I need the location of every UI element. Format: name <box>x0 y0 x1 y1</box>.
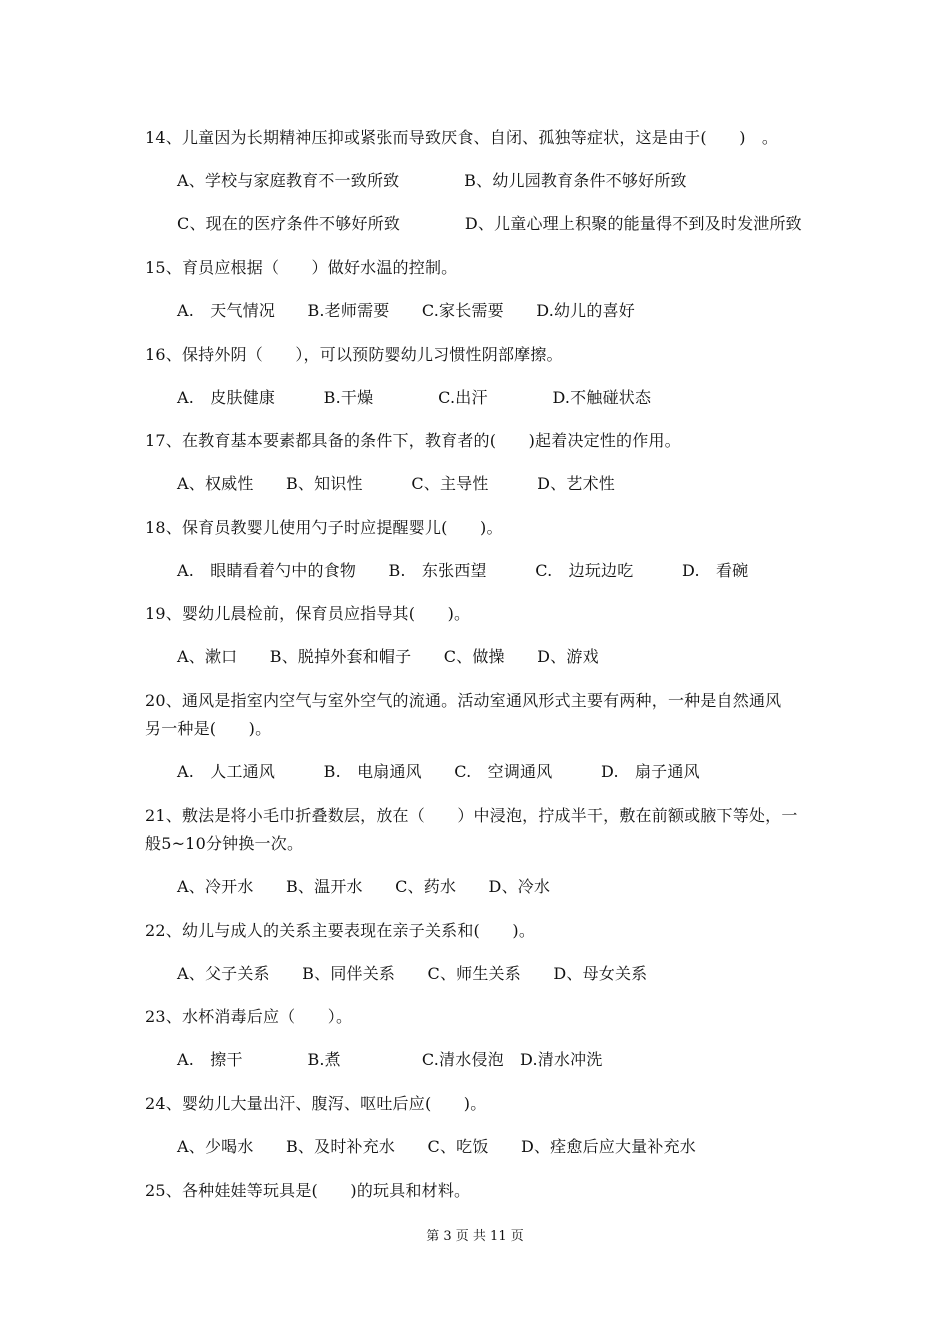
question-21-continued: 般5~10分钟换一次。 <box>145 834 304 853</box>
question-21: 21、敷法是将小毛巾折叠数层，放在（ ）中浸泡，拧成半干，敷在前额或腋下等处，一 <box>145 806 798 825</box>
question-17: 17、在教育基本要素都具备的条件下，教育者的( )起着决定性的作用。 <box>145 431 681 450</box>
question-21-options: A、冷开水 B、温开水 C、药水 D、冷水 <box>177 877 551 896</box>
question-24-options: A、少喝水 B、及时补充水 C、吃饭 D、痊愈后应大量补充水 <box>177 1137 696 1156</box>
question-14: 14、儿童因为长期精神压抑或紧张而导致厌食、自闭、孤独等症状，这是由于( ) 。 <box>145 128 779 147</box>
question-24: 24、婴幼儿大量出汗、腹泻、呕吐后应( )。 <box>145 1094 487 1113</box>
question-22: 22、幼儿与成人的关系主要表现在亲子关系和( )。 <box>145 921 536 940</box>
question-17-options: A、权威性 B、知识性 C、主导性 D、艺术性 <box>177 474 615 493</box>
question-20-continued: 另一种是( )。 <box>145 719 272 738</box>
question-14-options-cd: C、现在的医疗条件不够好所致 D、儿童心理上积聚的能量得不到及时发泄所致 <box>177 214 802 233</box>
question-20: 20、通风是指室内空气与室外空气的流通。活动室通风形式主要有两种，一种是自然通风 <box>145 691 782 710</box>
question-15-options: A. 天气情况 B.老师需要 C.家长需要 D.幼儿的喜好 <box>177 301 635 320</box>
question-16-options: A. 皮肤健康 B.干燥 C.出汗 D.不触碰状态 <box>177 388 652 407</box>
question-19-options: A、漱口 B、脱掉外套和帽子 C、做操 D、游戏 <box>177 647 599 666</box>
question-22-options: A、父子关系 B、同伴关系 C、师生关系 D、母女关系 <box>177 964 648 983</box>
question-20-options: A. 人工通风 B. 电扇通风 C. 空调通风 D. 扇子通风 <box>177 762 700 781</box>
question-18-options: A. 眼睛看着勺中的食物 B. 东张西望 C. 边玩边吃 D. 看碗 <box>177 561 749 580</box>
question-23-options: A. 擦干 B.煮 C.清水侵泡 D.清水冲洗 <box>177 1050 603 1069</box>
question-18: 18、保育员教婴儿使用勺子时应提醒婴儿( )。 <box>145 518 503 537</box>
question-23: 23、水杯消毒后应（ ）。 <box>145 1007 353 1026</box>
page-number-footer: 第 3 页 共 11 页 <box>426 1229 524 1244</box>
question-16: 16、保持外阴（ ），可以预防婴幼儿习惯性阴部摩擦。 <box>145 345 563 364</box>
question-14-options-ab: A、学校与家庭教育不一致所致 B、幼儿园教育条件不够好所致 <box>177 171 687 190</box>
question-19: 19、婴幼儿晨检前，保育员应指导其( )。 <box>145 604 471 623</box>
question-15: 15、育员应根据（ ）做好水温的控制。 <box>145 258 458 277</box>
question-25: 25、各种娃娃等玩具是( )的玩具和材料。 <box>145 1181 471 1200</box>
